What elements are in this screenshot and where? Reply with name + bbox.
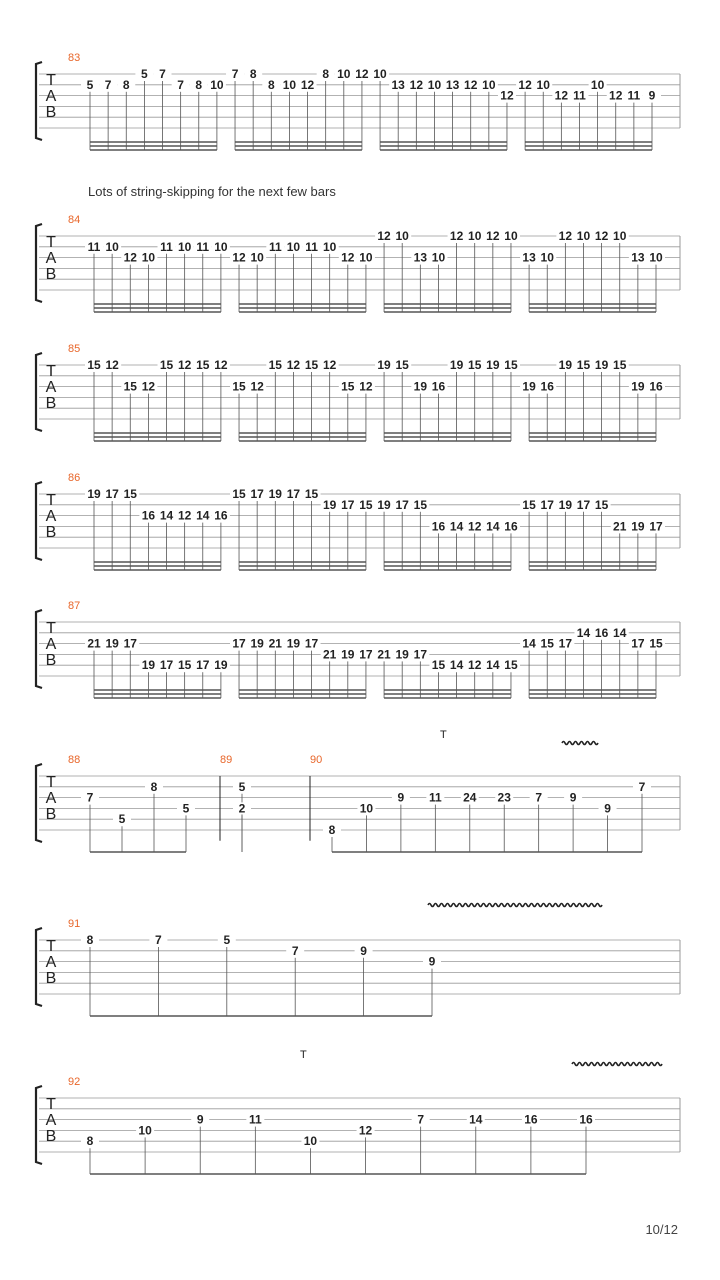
fret-number: 10: [359, 250, 373, 265]
tab-clef-letter: B: [45, 266, 57, 283]
fret-number: 15: [468, 358, 482, 372]
tab-system: [36, 754, 680, 852]
fret-number: 13: [413, 250, 428, 265]
fret-number: 10: [282, 77, 297, 92]
fret-number: 17: [395, 497, 409, 512]
fret-number: 14: [522, 636, 536, 651]
fret-number: 5: [223, 933, 231, 947]
fret-number: 12: [609, 88, 623, 103]
fret-number: 16: [214, 508, 228, 523]
fret-number: 10: [141, 250, 156, 265]
fret-number: 14: [576, 625, 591, 640]
fret-number: 11: [268, 239, 282, 254]
fret-number: 7: [535, 790, 543, 805]
fret-number: 12: [214, 358, 228, 372]
tab-system: [36, 52, 680, 150]
fret-number: 19: [286, 636, 301, 651]
tab-clef-letter: T: [46, 938, 56, 955]
fret-number: 11: [160, 239, 173, 254]
fret-number: 5: [141, 67, 148, 81]
tab-system: [36, 214, 680, 312]
fret-number: 19: [486, 358, 500, 372]
fret-number: 19: [141, 658, 156, 673]
fret-number: 19: [214, 658, 228, 673]
fret-number: 8: [195, 77, 203, 92]
tab-clef-letter: B: [45, 524, 57, 541]
fret-number: 10: [468, 229, 482, 243]
fret-number: 21: [613, 519, 627, 534]
fret-number: 12: [359, 379, 373, 394]
fret-number: 16: [579, 1112, 593, 1127]
fret-number: 7: [417, 1112, 425, 1127]
fret-number: 15: [87, 358, 101, 372]
fret-number: 16: [431, 379, 446, 394]
fret-number: 21: [377, 647, 391, 662]
tab-clef-letter: B: [45, 652, 57, 669]
fret-number: 15: [123, 487, 137, 501]
fret-number: 15: [268, 358, 282, 372]
fret-number: 14: [449, 519, 464, 534]
fret-number: 10: [613, 229, 627, 243]
fret-number: 13: [445, 77, 460, 92]
fret-number: 8: [86, 1134, 94, 1149]
fret-number: 19: [268, 487, 282, 501]
tap-mark: T: [300, 1049, 307, 1061]
fret-number: 12: [322, 358, 337, 372]
fret-number: 10: [482, 77, 496, 92]
fret-number: 17: [540, 497, 554, 512]
fret-number: 19: [322, 497, 337, 512]
fret-number: 17: [304, 636, 319, 651]
fret-number: 14: [613, 625, 627, 640]
tab-clef-letter: A: [45, 88, 57, 105]
fret-number: 14: [486, 519, 500, 534]
fret-number: 15: [594, 497, 609, 512]
fret-number: 10: [138, 1123, 152, 1138]
fret-number: 19: [105, 636, 119, 651]
fret-number: 8: [150, 779, 158, 794]
bar-number: 83: [68, 52, 81, 64]
fret-number: 17: [105, 487, 119, 501]
fret-number: 9: [360, 943, 367, 958]
fret-number: 13: [631, 250, 645, 265]
fret-number: 10: [536, 77, 550, 92]
fret-number: 15: [504, 358, 518, 372]
fret-number: 17: [576, 497, 591, 512]
fret-number: 10: [250, 250, 264, 265]
fret-number: 14: [159, 508, 174, 523]
fret-number: 8: [267, 77, 275, 92]
fret-number: 14: [486, 658, 500, 673]
fret-number: 17: [359, 647, 373, 662]
bar-number: 84: [68, 214, 81, 226]
tab-clef-letter: A: [45, 250, 57, 267]
fret-number: 13: [522, 250, 536, 265]
fret-number: 12: [177, 508, 192, 523]
fret-number: 19: [413, 379, 428, 394]
fret-number: 15: [504, 658, 518, 673]
fret-number: 12: [558, 229, 573, 243]
fret-number: 10: [504, 229, 518, 243]
fret-number: 16: [540, 379, 554, 394]
bar-number: 92: [68, 1076, 81, 1088]
fret-number: 14: [469, 1112, 483, 1127]
fret-number: 11: [428, 790, 442, 805]
bar-number: 85: [68, 343, 81, 355]
tab-clef-letter: T: [46, 492, 56, 509]
fret-number: 15: [159, 358, 174, 372]
fret-number: 12: [468, 658, 482, 673]
fret-number: 10: [359, 801, 374, 816]
tab-clef-letter: A: [45, 508, 57, 525]
tab-clef-letter: T: [46, 774, 56, 791]
fret-number: 19: [558, 497, 573, 512]
tab-clef-letter: T: [46, 620, 56, 637]
tab-clef-letter: B: [45, 104, 57, 121]
fret-number: 10: [395, 229, 409, 243]
fret-number: 11: [573, 88, 586, 103]
fret-number: 12: [300, 77, 315, 92]
tab-clef-letter: A: [45, 1112, 57, 1129]
tab-clef-letter: A: [45, 954, 57, 971]
fret-number: 14: [449, 658, 464, 673]
vibrato-mark: [562, 742, 598, 745]
tab-system: [36, 472, 680, 570]
fret-number: 17: [286, 487, 301, 501]
fret-number: 15: [413, 497, 428, 512]
page-number: 10/12: [645, 1222, 678, 1237]
tab-clef-letter: A: [45, 379, 57, 396]
fret-number: 8: [328, 823, 336, 837]
fret-number: 2: [238, 801, 246, 816]
fret-number: 17: [159, 658, 174, 673]
fret-number: 10: [373, 67, 387, 81]
fret-number: 19: [395, 647, 409, 662]
fret-number: 17: [123, 636, 137, 651]
fret-number: 12: [105, 358, 119, 372]
fret-number: 15: [522, 497, 536, 512]
fret-number: 10: [322, 239, 337, 254]
tab-clef-letter: T: [46, 234, 56, 251]
fret-number: 16: [431, 519, 446, 534]
tab-system: [36, 1076, 680, 1174]
fret-number: 15: [649, 636, 663, 651]
fret-number: 11: [248, 1112, 262, 1127]
fret-number: 19: [631, 519, 645, 534]
fret-number: 16: [649, 379, 663, 394]
fret-number: 8: [122, 77, 130, 92]
fret-number: 12: [358, 1123, 373, 1138]
fret-number: 19: [341, 647, 355, 662]
fret-number: 13: [391, 77, 405, 92]
fret-number: 15: [540, 636, 554, 651]
fret-number: 12: [123, 250, 137, 265]
fret-number: 9: [397, 790, 405, 805]
bar-number: 91: [68, 918, 81, 930]
tab-clef-letter: T: [46, 72, 56, 89]
fret-number: 15: [341, 379, 355, 394]
tab-system: [36, 918, 680, 1016]
fret-number: 7: [104, 77, 112, 92]
fret-number: 19: [522, 379, 536, 394]
fret-number: 5: [118, 812, 126, 827]
fret-number: 12: [449, 229, 464, 243]
fret-number: 12: [177, 358, 192, 372]
fret-number: 10: [214, 239, 228, 254]
fret-number: 5: [238, 779, 246, 794]
fret-number: 12: [355, 67, 369, 81]
fret-number: 8: [86, 933, 94, 947]
fret-number: 23: [497, 790, 511, 805]
fret-number: 17: [631, 636, 645, 651]
tab-system: [36, 343, 680, 441]
fret-number: 15: [304, 358, 319, 372]
fret-number: 9: [569, 790, 577, 805]
fret-number: 12: [518, 77, 532, 92]
fret-number: 19: [87, 487, 101, 501]
bar-number: 89: [220, 754, 233, 766]
fret-number: 12: [377, 229, 391, 243]
bar-number: 88: [68, 754, 81, 766]
fret-number: 16: [594, 625, 609, 640]
fret-number: 15: [232, 379, 246, 394]
string-skipping-annotation: Lots of string-skipping for the next few bars: [88, 184, 336, 199]
fret-number: 12: [486, 229, 500, 243]
fret-number: 12: [468, 519, 482, 534]
fret-number: 8: [249, 67, 257, 81]
fret-number: 19: [250, 636, 264, 651]
fret-number: 12: [409, 77, 424, 92]
fret-number: 12: [286, 358, 301, 372]
fret-number: 15: [576, 358, 591, 372]
fret-number: 17: [558, 636, 573, 651]
fret-number: 17: [232, 636, 246, 651]
fret-number: 11: [627, 88, 641, 103]
bar-number: 90: [310, 754, 323, 766]
fret-number: 10: [105, 239, 119, 254]
tab-clef-letter: B: [45, 395, 57, 412]
vibrato-mark: [428, 904, 602, 907]
fret-number: 5: [86, 77, 94, 92]
fret-number: 21: [268, 636, 282, 651]
tab-clef-letter: T: [46, 363, 56, 380]
tab-clef-letter: B: [45, 970, 57, 987]
fret-number: 10: [649, 250, 663, 265]
fret-number: 12: [232, 250, 246, 265]
fret-number: 15: [359, 497, 373, 512]
fret-number: 10: [576, 229, 591, 243]
fret-number: 10: [590, 77, 605, 92]
fret-number: 10: [177, 239, 192, 254]
fret-number: 15: [613, 358, 627, 372]
fret-number: 10: [337, 67, 351, 81]
fret-number: 15: [395, 358, 409, 372]
fret-number: 19: [594, 358, 609, 372]
fret-number: 12: [250, 379, 264, 394]
tab-clef-letter: B: [45, 1128, 57, 1145]
fret-number: 12: [464, 77, 478, 92]
fret-number: 11: [305, 239, 318, 254]
fret-number: 5: [182, 801, 190, 816]
fret-number: 16: [504, 519, 518, 534]
fret-number: 19: [631, 379, 645, 394]
fret-number: 11: [196, 239, 210, 254]
fret-number: 7: [231, 67, 239, 81]
fret-number: 15: [177, 658, 192, 673]
tab-clef-letter: B: [45, 806, 57, 823]
fret-number: 16: [141, 508, 156, 523]
fret-number: 12: [141, 379, 156, 394]
fret-number: 7: [159, 67, 166, 81]
fret-number: 17: [413, 647, 428, 662]
fret-number: 11: [87, 239, 101, 254]
fret-number: 21: [322, 647, 337, 662]
fret-number: 10: [427, 77, 442, 92]
bar-number: 86: [68, 472, 81, 484]
fret-number: 12: [594, 229, 609, 243]
fret-number: 19: [377, 497, 391, 512]
fret-number: 7: [291, 943, 299, 958]
fret-number: 19: [558, 358, 573, 372]
fret-number: 17: [341, 497, 355, 512]
fret-number: 19: [449, 358, 464, 372]
fret-number: 14: [196, 508, 210, 523]
fret-number: 15: [232, 487, 246, 501]
fret-number: 9: [196, 1112, 204, 1127]
fret-number: 10: [286, 239, 301, 254]
fret-number: 19: [377, 358, 391, 372]
fret-number: 7: [86, 790, 94, 805]
fret-number: 10: [540, 250, 554, 265]
fret-number: 15: [196, 358, 210, 372]
fret-number: 7: [638, 779, 646, 794]
fret-number: 10: [431, 250, 446, 265]
tab-clef-letter: A: [45, 790, 57, 807]
fret-number: 15: [123, 379, 137, 394]
fret-number: 21: [87, 636, 101, 651]
fret-number: 16: [524, 1112, 538, 1127]
fret-number: 15: [304, 487, 319, 501]
tab-clef-letter: T: [46, 1096, 56, 1113]
fret-number: 10: [210, 77, 224, 92]
fret-number: 17: [649, 519, 663, 534]
fret-number: 10: [303, 1134, 318, 1149]
tap-mark: T: [440, 729, 447, 741]
fret-number: 9: [428, 954, 436, 969]
fret-number: 12: [500, 88, 514, 103]
fret-number: 12: [341, 250, 355, 265]
fret-number: 17: [196, 658, 210, 673]
fret-number: 8: [322, 67, 330, 81]
fret-number: 7: [177, 77, 184, 92]
tab-clef-letter: A: [45, 636, 57, 653]
fret-number: 15: [431, 658, 446, 673]
bar-number: 87: [68, 600, 81, 612]
tab-system: [36, 600, 680, 698]
fret-number: 24: [463, 790, 477, 805]
fret-number: 17: [250, 487, 264, 501]
fret-number: 7: [155, 933, 162, 947]
vibrato-mark: [572, 1063, 662, 1066]
fret-number: 12: [554, 88, 569, 103]
fret-number: 9: [604, 801, 611, 816]
fret-number: 9: [648, 88, 656, 103]
